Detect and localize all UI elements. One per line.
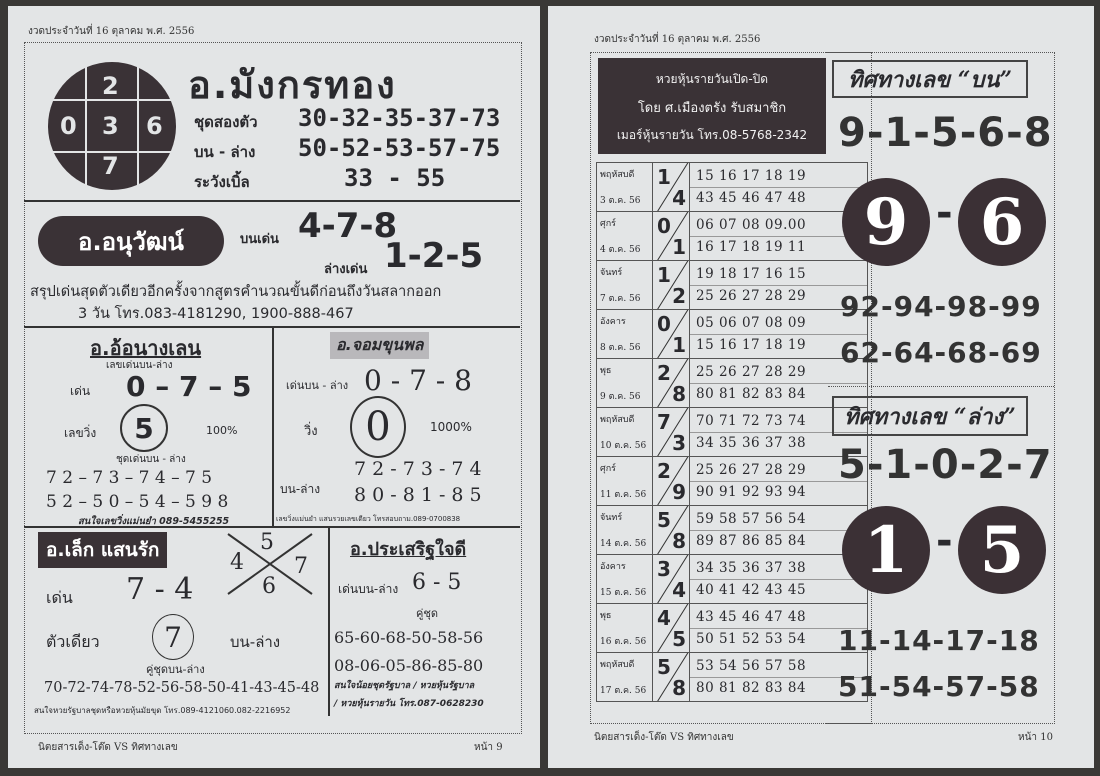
page-footer-title: นิตยสารเด็ง-โต๊ด VS ทิศทางเลข	[38, 742, 178, 753]
fraction-bottom: 3	[672, 431, 686, 455]
fraction-top: 5	[657, 508, 671, 532]
table-row	[597, 653, 868, 702]
day-name: ศุกร์	[600, 219, 616, 229]
anuwat-badge: อ.อนุวัฒน์	[38, 216, 224, 266]
numbers-cell	[690, 163, 868, 212]
fraction-bottom: 4	[672, 186, 686, 210]
day-name: อังคาร	[600, 317, 626, 327]
numbers-line2: 16 17 18 19 11	[696, 239, 807, 255]
divider	[828, 386, 1054, 387]
stock-lottery-header	[598, 58, 826, 154]
page-number: หน้า 10	[1018, 732, 1053, 743]
header-line2: โดย ศ.เมืองตรัง รับสมาชิก	[637, 101, 787, 116]
jomkhunpon-run-number: 0	[350, 396, 406, 458]
day-date: 14 ต.ค. 56	[600, 539, 647, 549]
box1-row2-label: บน - ล่าง	[194, 143, 256, 161]
right-page	[548, 6, 1094, 768]
numbers-cell	[690, 555, 868, 604]
numbers-line2: 25 26 27 28 29	[696, 288, 807, 304]
onnanglen-row1-label: เด่น	[70, 384, 91, 398]
onnanglen-row2-label: เลขวิ่ง	[64, 426, 97, 440]
fraction-top: 5	[657, 655, 671, 679]
onnanglen-sub2: ชุดเด่นบน - ล่าง	[116, 454, 186, 465]
fraction-top: 0	[657, 214, 671, 238]
table-row	[597, 359, 868, 408]
onnanglen-run-number: 5	[120, 404, 168, 452]
top-banner: ทิศทางเลข “บน”	[832, 60, 1028, 98]
bottom-series: 5-1-0-2-7	[838, 442, 1053, 488]
table-row	[597, 506, 868, 555]
fraction-top: 0	[657, 312, 671, 336]
top-set2: 62-64-68-69	[840, 336, 1042, 369]
jomkhunpon-row1-value: 0 - 7 - 8	[364, 364, 472, 397]
lek-badge: อ.เล็ก แสนรัก	[38, 532, 167, 568]
lek-sub: คู่ชุดบน-ล่าง	[146, 663, 205, 676]
table-row	[597, 604, 868, 653]
box1-row3-value: 33 - 55	[344, 164, 446, 192]
day-name: พฤหัสบดี	[600, 660, 635, 670]
day-name: ศุกร์	[600, 464, 616, 474]
numbers-line2: 40 41 42 43 45	[696, 582, 807, 598]
cross-right: 7	[294, 554, 308, 579]
summary-line1: สรุปเด่นสุดตัวเดียวอีกครั้งจากสูตรคำนวณขั้นดีก่อนถึงวันสลากออก	[30, 284, 442, 300]
box1-row1-label: ชุดสองตัว	[194, 113, 258, 131]
wheel-bottom: 7	[102, 152, 119, 180]
top-value: 4-7-8	[298, 206, 398, 246]
prasert-row1-value: 6 - 5	[412, 570, 462, 595]
fraction-cell	[653, 310, 690, 359]
fraction-cell	[653, 457, 690, 506]
day-cell	[597, 408, 653, 457]
numbers-line1: 25 26 27 28 29	[696, 364, 807, 380]
summary-line2: 3 วัน โทร.083-4181290, 1900-888-467	[78, 306, 354, 322]
bottom-pair-left: 1	[842, 506, 930, 594]
top-pair-right: 6	[958, 178, 1046, 266]
day-name: พุธ	[600, 611, 612, 621]
fraction-bottom: 9	[672, 480, 686, 504]
top-label: บนเด่น	[240, 232, 279, 247]
fraction-top: 2	[657, 459, 671, 483]
table-row	[597, 163, 868, 212]
fraction-top: 7	[657, 410, 671, 434]
day-date: 10 ต.ค. 56	[600, 441, 647, 451]
wheel-top: 2	[102, 72, 119, 100]
lek-set: 70-72-74-78-52-56-58-50-41-43-45-48	[44, 680, 320, 696]
table-row	[597, 212, 868, 261]
day-date: 8 ต.ค. 56	[600, 343, 641, 353]
prasert-set2: 08-06-05-86-85-80	[334, 656, 484, 675]
day-date: 3 ต.ค. 56	[600, 196, 641, 206]
lek-row2-tail: บน-ล่าง	[230, 633, 281, 651]
box1-row1-value: 30-32-35-37-73	[298, 104, 501, 132]
numbers-line1: 15 16 17 18 19	[696, 168, 807, 184]
fraction-cell	[653, 212, 690, 261]
day-date: 11 ต.ค. 56	[600, 490, 647, 500]
wheel-center: 3	[102, 112, 119, 140]
numbers-line2: 34 35 36 37 38	[696, 435, 807, 451]
fraction-cell	[653, 555, 690, 604]
numbers-line1: 34 35 36 37 38	[696, 560, 807, 576]
pair-dash: -	[936, 518, 953, 564]
day-name: พฤหัสบดี	[600, 415, 635, 425]
bottom-label: ล่างเด่น	[324, 262, 368, 277]
fraction-top: 4	[657, 606, 671, 630]
fraction-bottom: 1	[672, 235, 686, 259]
day-date: 16 ต.ค. 56	[600, 637, 647, 647]
fraction-cell	[653, 506, 690, 555]
fraction-top: 1	[657, 263, 671, 287]
onnanglen-row1-value: 0 – 7 – 5	[126, 370, 252, 403]
numbers-line2: 50 51 52 53 54	[696, 631, 807, 647]
numbers-line1: 43 45 46 47 48	[696, 609, 807, 625]
day-cell	[597, 506, 653, 555]
numbers-line1: 19 18 17 16 15	[696, 266, 807, 282]
jomkhunpon-row2-label: วิ่ง	[304, 424, 318, 439]
numbers-line1: 53 54 56 57 58	[696, 658, 807, 674]
prasert-footer2: / หวยหุ้นรายวัน โทร.087-0628230	[334, 699, 484, 709]
day-name: จันทร์	[600, 513, 623, 523]
day-cell	[597, 555, 653, 604]
top-pair-left: 9	[842, 178, 930, 266]
divider	[24, 200, 520, 202]
table-row	[597, 457, 868, 506]
prasert-set1: 65-60-68-50-58-56	[334, 628, 484, 647]
fraction-bottom: 1	[672, 333, 686, 357]
numbers-line2: 80 81 82 83 84	[696, 386, 807, 402]
header-line1: หวยหุ้นรายวันเปิด-ปิด	[655, 72, 769, 86]
numbers-line1: 59 58 57 56 54	[696, 511, 807, 527]
prasert-title: อ.ประเสริฐใจดี	[350, 539, 467, 560]
jomkhunpon-row3-label: บน-ล่าง	[280, 482, 321, 496]
table-row	[597, 555, 868, 604]
day-cell	[597, 163, 653, 212]
fraction-bottom: 8	[672, 529, 686, 553]
numbers-line1: 70 71 72 73 74	[696, 413, 807, 429]
fraction-bottom: 5	[672, 627, 686, 651]
divider	[24, 526, 520, 528]
header-line3: เมอร์หุ้นรายวัน โทร.08-5768-2342	[616, 128, 808, 142]
day-name: พุธ	[600, 366, 612, 376]
jomkhunpon-row1-label: เด่นบน - ล่าง	[286, 379, 349, 392]
pair-dash: -	[936, 190, 953, 236]
numbers-line2: 89 87 86 85 84	[696, 533, 807, 549]
bottom-banner: ทิศทางเลข “ล่าง”	[832, 396, 1028, 436]
fraction-bottom: 8	[672, 382, 686, 406]
divider	[328, 526, 330, 716]
wheel-right: 6	[146, 112, 163, 140]
fraction-top: 2	[657, 361, 671, 385]
fraction-cell	[653, 261, 690, 310]
lek-row1-label: เด่น	[46, 588, 73, 607]
lek-row2-label: ตัวเดียว	[46, 632, 100, 651]
table-row	[597, 408, 868, 457]
day-date: 4 ต.ค. 56	[600, 245, 641, 255]
bottom-set1: 11-14-17-18	[838, 624, 1040, 657]
day-cell	[597, 604, 653, 653]
day-date: 17 ต.ค. 56	[600, 686, 647, 696]
day-cell	[597, 359, 653, 408]
onnanglen-pct: 100%	[206, 424, 238, 437]
numbers-line1: 25 26 27 28 29	[696, 462, 807, 478]
fraction-cell	[653, 604, 690, 653]
wheel-left: 0	[60, 112, 77, 140]
numbers-line2: 15 16 17 18 19	[696, 337, 807, 353]
onnanglen-set1: 7 2 – 7 3 – 7 4 – 7 5	[46, 468, 213, 488]
numbers-cell	[690, 506, 868, 555]
bottom-value: 1-2-5	[384, 236, 484, 276]
day-date: 7 ต.ค. 56	[600, 294, 641, 304]
jomkhunpon-set1: 7 2 - 7 3 - 7 4	[354, 458, 482, 480]
fraction-cell	[653, 359, 690, 408]
page-number: หน้า 9	[474, 742, 503, 753]
prasert-footer1: สนใจน้อยชุดรัฐบาล / หวยหุ้นรัฐบาล	[334, 681, 475, 691]
fraction-top: 3	[657, 557, 671, 581]
day-cell	[597, 653, 653, 702]
top-series: 9-1-5-6-8	[838, 110, 1053, 156]
fraction-bottom: 8	[672, 676, 686, 700]
fraction-cell	[653, 653, 690, 702]
day-name: จันทร์	[600, 268, 623, 278]
day-cell	[597, 457, 653, 506]
onnanglen-sub1: เลขเด่นบน-ล่าง	[106, 360, 173, 371]
onnanglen-footer: สนใจเลขวิ่งแม่นยำ 089-5455255	[78, 516, 230, 527]
cross-top: 5	[260, 530, 274, 555]
lek-footer: สนใจหวยรัฐบาลชุดหรือหวยหุ้นมัยขุด โทร.089-4121060.082-2216952	[34, 706, 291, 715]
jomkhunpon-pct: 1000%	[430, 420, 472, 434]
prasert-row1-label: เด่นบน-ล่าง	[338, 582, 399, 596]
lek-single-number: 7	[152, 614, 194, 660]
jomkhunpon-footer: เลขวิ่งแม่นยำ แสนรวยเลขเดียว โทรสอบถาม.089-0700838	[276, 515, 461, 523]
numbers-cell	[690, 212, 868, 261]
left-page	[8, 6, 540, 768]
jomkhunpon-set2: 8 0 - 8 1 - 8 5	[354, 484, 482, 506]
page-footer-title: นิตยสารเด็ง-โต๊ด VS ทิศทางเลข	[594, 732, 734, 743]
jomkhunpon-title: อ.จอมขุนพล	[330, 332, 429, 359]
onnanglen-title: อ.อ้อนางเลน	[90, 336, 202, 360]
box1-row3-label: ระวังเบิ้ล	[194, 173, 250, 191]
number-wheel	[48, 62, 176, 190]
day-cell	[597, 261, 653, 310]
day-cell	[597, 310, 653, 359]
top-set1: 92-94-98-99	[840, 290, 1042, 323]
cross-left: 4	[230, 550, 244, 575]
table-row	[597, 261, 868, 310]
day-cell	[597, 212, 653, 261]
day-name: พฤหัสบดี	[600, 170, 635, 180]
fraction-bottom: 2	[672, 284, 686, 308]
numbers-line2: 90 91 92 93 94	[696, 484, 807, 500]
numbers-line1: 06 07 08 09.00	[696, 217, 807, 233]
day-name: อังคาร	[600, 562, 626, 572]
fraction-cell	[653, 163, 690, 212]
bottom-set2: 51-54-57-58	[838, 670, 1040, 703]
divider	[272, 326, 274, 526]
fraction-cell	[653, 408, 690, 457]
table-row	[597, 310, 868, 359]
fraction-top: 1	[657, 165, 671, 189]
date-header: งวดประจำวันที่ 16 ตุลาคม พ.ศ. 2556	[28, 26, 195, 37]
day-date: 15 ต.ค. 56	[600, 588, 647, 598]
numbers-line2: 43 45 46 47 48	[696, 190, 807, 206]
lek-row1-value: 7 - 4	[126, 572, 194, 607]
cross-bottom: 6	[262, 574, 276, 599]
onnanglen-set2: 5 2 – 5 0 – 5 4 – 5 9 8	[46, 492, 229, 512]
fraction-bottom: 4	[672, 578, 686, 602]
bottom-pair-right: 5	[958, 506, 1046, 594]
day-date: 9 ต.ค. 56	[600, 392, 641, 402]
daily-stock-table	[596, 162, 868, 702]
numbers-line2: 80 81 82 83 84	[696, 680, 807, 696]
date-header: งวดประจำวันที่ 16 ตุลาคม พ.ศ. 2556	[594, 34, 761, 45]
numbers-line1: 05 06 07 08 09	[696, 315, 807, 331]
box1-row2-value: 50-52-53-57-75	[298, 134, 501, 162]
prasert-sub: คู่ชุด	[416, 607, 438, 620]
box1-title: อ.มังกรทอง	[188, 63, 397, 107]
